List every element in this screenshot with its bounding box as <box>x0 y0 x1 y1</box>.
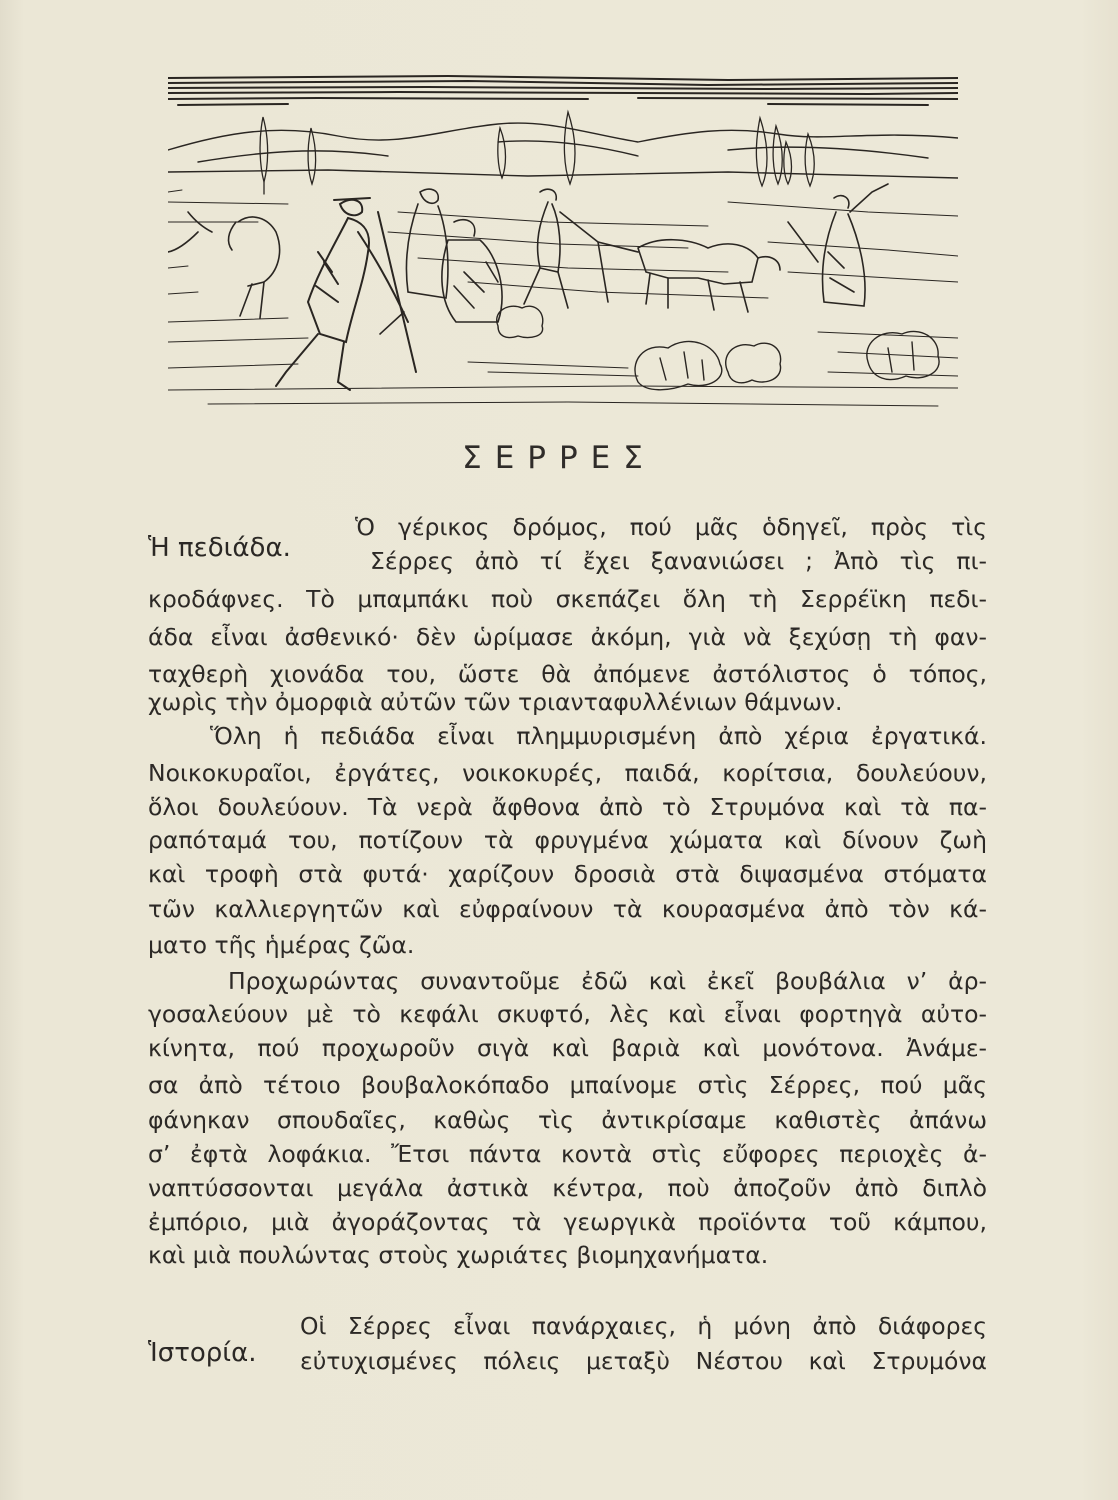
oxen-team <box>638 222 818 312</box>
text-line: εὐτυχισμένες πόλεις μεταξὺ Νέστου καὶ Στρυμόνα <box>300 1347 987 1375</box>
text-line: σ’ ἐφτὰ λοφάκια. Ἔτσι πάντα κοντὰ στὶς εὔφορες περιοχὲς ἀ- <box>148 1140 987 1168</box>
text-line: ματο τῆς ἡμέρας ζῶα. <box>148 931 415 959</box>
worker-center <box>524 189 638 308</box>
text-line: Οἱ Σέρρες εἶναι πανάρχαιες, ἡ μόνη ἀπὸ διάφορες <box>300 1312 987 1340</box>
section-label-plain: Ἡ πεδιάδα. <box>148 533 291 563</box>
worker-right <box>823 184 889 306</box>
women-group <box>380 189 502 334</box>
worker-left <box>168 212 280 318</box>
text-line: ναπτύσσονται μεγάλα ἀστικὰ κέντρα, ποὺ ἀποζοῦν ἀπὸ διπλὸ <box>148 1174 987 1202</box>
text-line: κίνητα, πού προχωροῦν σιγὰ καὶ βαριὰ καὶ μονότονα. Ἀνάμε- <box>148 1034 987 1062</box>
text-line: Νοικοκυραῖοι, ἐργάτες, νοικοκυρές, παιδά, κορίτσια, δουλεύουν, <box>148 759 987 787</box>
frame-edge <box>168 190 198 294</box>
bushes <box>497 306 939 390</box>
sky-lines <box>168 76 958 105</box>
text-line: καὶ μιὰ πουλώντας στοὺς χωριάτες βιομηχανήματα. <box>148 1241 769 1269</box>
text-line: τῶν καλλιεργητῶν καὶ εὐφραίνουν τὰ κουρασμένα ἀπὸ τὸν κά- <box>148 895 987 923</box>
text-line: γοσαλεύουν μὲ τὸ κεφάλι σκυφτό, λὲς καὶ εἶναι φορτηγὰ αὐτο- <box>148 1000 987 1028</box>
text-line: ραπόταμά του, ποτίζουν τὰ φρυγμένα χώματα καὶ δίνουν ζωὴ <box>148 826 987 854</box>
page-title: ΣΕΡΡΕΣ <box>462 440 656 476</box>
text-line: χωρὶς τὴν ὀμορφιὰ αὐτῶν τῶν τριανταφυλλένιων θάμνων. <box>148 688 843 716</box>
text-line: καὶ τροφὴ στὰ φυτά· χαρίζουν δροσιὰ στὰ διψασμένα στόματα <box>148 860 987 888</box>
text-line: Σέρρες ἀπὸ τί ἔχει ξανανιώσει ; Ἀπὸ τὶς πι- <box>370 547 987 575</box>
text-line: Προχωρώντας συναντοῦμε ἐδῶ καὶ ἐκεῖ βουβάλια ν’ ἀρ- <box>228 967 987 995</box>
text-line: Ὅλη ἡ πεδιάδα εἶναι πλημμυρισμένη ἀπὸ χέρια ἐργατικά. <box>210 722 987 750</box>
text-line: ἐμπόριο, μιὰ ἀγοράζοντας τὰ γεωργικὰ προϊόντα τοῦ κάμπου, <box>148 1208 987 1236</box>
text-line: ὅλοι δουλεύουν. Τὰ νερὰ ἄφθονα ἀπὸ τὸ Στρυμόνα καὶ τὰ πα- <box>148 793 987 821</box>
text-line: άδα εἶναι ἀσθενικό· δὲν ὡρίμασε ἀκόμη, γιὰ νὰ ξεχύσῃ τὴ φαν- <box>148 623 987 651</box>
farmer-with-hoe <box>276 198 416 390</box>
hills <box>168 123 958 178</box>
text-line: ταχθερὴ χιονάδα του, ὥστε θὰ ἀπόμενε ἀστόλιστος ὁ τόπος, <box>148 660 987 688</box>
text-line: σα ἀπὸ τέτοιο βουβαλοκόπαδο μπαίνομε στὶς Σέρρες, πού μᾶς <box>148 1071 987 1099</box>
text-line: κροδάφνες. Τὸ μπαμπάκι ποὺ σκεπάζει ὅλη τὴ Σερρέϊκη πεδι- <box>148 585 987 613</box>
text-line: Ὁ γέρικος δρόμος, πού μᾶς ὁδηγεῖ, πρὸς τὶς <box>355 513 987 541</box>
text-line: φάνηκαν σπουδαῖες, καθὼς τὶς ἀντικρίσαμε καθιστὲς ἀπάνω <box>148 1106 987 1134</box>
woodcut-illustration <box>168 72 958 412</box>
section-label-history: Ἱστορία. <box>148 1338 257 1368</box>
